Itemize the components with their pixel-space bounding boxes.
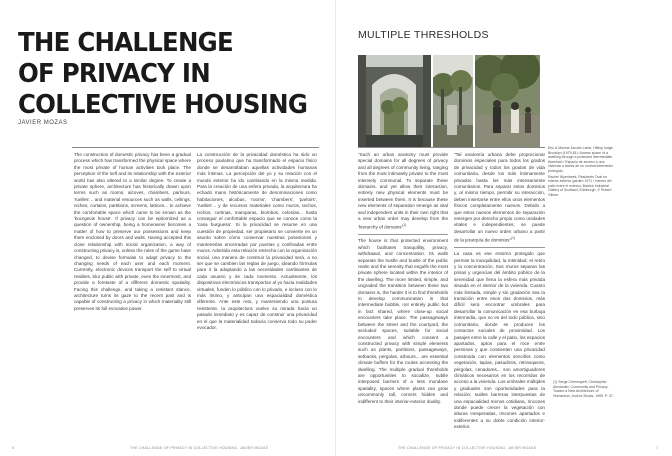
footnote-caption: [553, 380, 615, 399]
photo-caption-top: [548, 146, 616, 199]
footnote-text: (1) Serge Chermayeff, Christopher Alexander, Community and Privacy: Toward a New Architecture of Humanism, Anchor Books, 1965. P. 37.: [553, 380, 614, 398]
people-courtyard-photo: [475, 55, 540, 147]
caption-top-2: Rachel Wyenbeek, Residents Oval on interior-exterior garden 1971 / Interior del patio entre el exterior, Balvick Industrial Gallery of Scotland, Edinburgh, © Robert Gliese.: [548, 174, 612, 197]
body-english: The house is that protected environment which facilitates tranquillity, privacy, withdrawal, and concentration. Its walls separate the hustle and bustle of the public realm and the serenity that engulfs the most private sphere located within the interior of the dwelling. The more limited, simple, and ungraded the transition between these two domains is, the harder it is to find thresholds to develop communication in that intermediate bubble, not entirely public but in fact shared, where close-up social encounters take place. The passageways between the street and the courtyard, the secluded spaces, suitable for social encounters and which consent a constructed privacy with simple elements such as plants, partitions, passageways, setbacks, pergolas, arbours... are essential climate buffers for the routes accessing the dwelling. The multiple gradual thresholds are opportunities to socialize, subtle interposed barriers of a less mundane spatiality, spaces where plants can grow uncommonly tall, corners hidden and indifferent to their interior-exterior duality.: [358, 238, 448, 404]
body-spanish: La casa es ese entorno protegido que permite la tranquilidad, la intimidad, el retiro y la concentración. Sus muros separan las prisas y urgencias del ámbito público de la serenidad que llena la esfera más privada situada en el interior de la vivienda. Cuanto más limitada, simple y sin gradación sea la transición entre esos dos dominios, más difícil será encontrar umbrales para desarrollar la comunicación en esa burbuja intermedia, que no es del todo pública, sino comunitaria, donde se producen los contactos sociales de proximidad. Los pasajes entre la calle y el patio, los espacios apartados, aptos para el roce entre personas y que consienten una privacidad construida con elementos sencillos como vegetación, tapias, pasadizos, retranqueos, pérgolas, cenadores... son amortiguadores climáticos necesarios en los recorridos de acceso a la vivienda. Los umbrales múltiples y graduales son oportunidades para la relación; sutiles barreras interpuestas de una espacialidad menos cotidiana, rincones donde puede crecer la vegetación con alturas inesperadas, rincones apartados e indiferentes a su doble condición interior-exterior.: [454, 251, 545, 430]
quote-spanish: "Tal anatomía urbana debe proporcionar dominios especiales para todos los grados de privacidad y todos los grados de vida comunitaria, desde los más íntimamente privados hasta los más intensamente comunitarios. Para separar estos dominios y, al mismo tiempo, permitir su interacción, deben insertarse entre ellos unos elementos físicos completamente nuevos. Debido a que estos nuevos elementos de separación emergen por derecho propio como unidades vitales e independientes, se puede desarrollar un nuevo orden urbano a partir de la jerarquía de dominios": [454, 152, 545, 243]
spanish-right-column: [454, 152, 545, 432]
quote-english: "Such an urban anatomy must provide special domains for all degrees of privacy and all degrees of community living, ranging from the most intimately private to the most intensely communal. To separate these domains, and yet allow their interaction, entirely new physical elements must be inserted between them. It is because these new elements of separation emerge as vital and independent units in their own right that a new urban order may develop from the 'hierarchy of domains': [358, 152, 448, 230]
english-right-column: [358, 152, 448, 406]
courtyard-passage-photo: [358, 55, 431, 147]
title-line-3: COLLECTIVE HOUSING: [18, 90, 308, 120]
right-page-rule: [358, 147, 545, 148]
left-page-footer: THE CHALLENGE OF PRIVACY IN COLLECTIVE HOUSING. JAVIER MOZAS: [130, 446, 269, 450]
section-title: MULTIPLE THRESHOLDS: [358, 29, 489, 41]
english-intro-text: The construction of domestic privacy has been a gradual process which has transformed the physical space where the most private of human activities took place. The perception of the self and its relationship with the exterior world has also altered to a similar degree. To create a private sphere, architecture has historically drawn upon terms such as rooms, alcoves, chambers, parlours, 'ruelles'... and material resources such as walls, ceilings, niches, curtains, partitions, screens, lattices... to achieve the comfortable space which came to be known as the 'bourgeois house'. If privacy can be epitomized as a question of ownership, being a homeowner becomes a matter of how to preserve our possessions and keep them enclosed by doors and walls. Having accepted this close relationship with social organization, a way of constructing privacy is, unless the rules of the game have changed, to devise formulas to adapt privacy to the changing needs of each user and each moment. Currently, electronic devices transport the self to virtual realities, blur public with private, even the innermost, and provide a foretaste of a different domestic spatiality. Facing this challenge, and taking a resistant stance, architecture turns its gaze to the recent past and is capable of constructing a privacy in which materiality still preserves its full evocative power.: [74, 152, 191, 311]
caption-top-1: Eric & Maxine Jacobs Lamb, Hilltop lodge, Brooklyn (1979-81): Access space of a dwelling through a protected intermediate threshold / Espacio de acceso a una vivienda a través de un umbral intermedio protegido.: [548, 146, 614, 173]
quote-divider-en: [358, 234, 448, 235]
quote-english-ref: (1): [402, 223, 407, 228]
article-title: [18, 28, 307, 121]
english-intro-column: [74, 152, 191, 313]
left-page-number: 6: [12, 446, 14, 450]
spanish-intro-text: La construcción de la privacidad doméstica ha sido un proceso paulatino que ha transformado el espacio físico donde se desarrollaban aquellas actividades humanas más íntimas. La percepción del yo y su relación con el mundo exterior ha ido cambiando en la misma medida. Para la creación de una esfera privada, la arquitectura ha echado mano históricamente de denominaciones como habitaciones, alcobas, 'rooms', 'chambers', 'parloirs', 'ruelles'... y de recursos materiales como muros, techos, nichos, cortinas, mamparas, biombos, celosías... hasta conseguir el confortable espacio que se conoce como la 'casa burguesa'. Si la privacidad se resume en una cuestión de propiedad, ser propietario se convierte en un asunto sobre cómo conservar nuestras posesiones y mantenerlas encerradas por puertas y confinadas entre muros. Admitida esta relación estrecha con la organización social, una manera de construir la privacidad será, a no ser que se cambien las reglas de juego, ideando fórmulas para ir la adaptando a las necesidades cambiantes de cada usuario y de cada momento. Actualmente, los dispositivos electrónicos transportan al yo hacia realidades virtuales, funden lo público con lo privado, e incluso con lo más íntimo, y anticipan una espacialidad doméstica diferente. Ante este reto, y manteniendo una postura resistente, la arquitectura vuelve su mirada hacia un pasado inmediato y es capaz de construir una privacidad en el que la materialidad todavía conserva todo su poder evocador.: [197, 152, 318, 330]
right-page-number: 7: [656, 446, 658, 450]
title-line-2: OF PRIVACY IN: [18, 59, 210, 89]
title-line-1: THE CHALLENGE: [18, 28, 233, 58]
author-name: JAVIER MOZAS: [18, 120, 68, 126]
spanish-intro-column: [197, 152, 317, 332]
left-page-rule: [72, 147, 319, 148]
quote-divider-es: [454, 247, 545, 248]
interior-garden-photo: [433, 55, 473, 147]
right-page-footer: THE CHALLENGE OF PRIVACY IN COLLECTIVE HOUSING. JAVIER MOZAS: [398, 446, 537, 450]
quote-spanish-ref: (1): [511, 236, 515, 241]
